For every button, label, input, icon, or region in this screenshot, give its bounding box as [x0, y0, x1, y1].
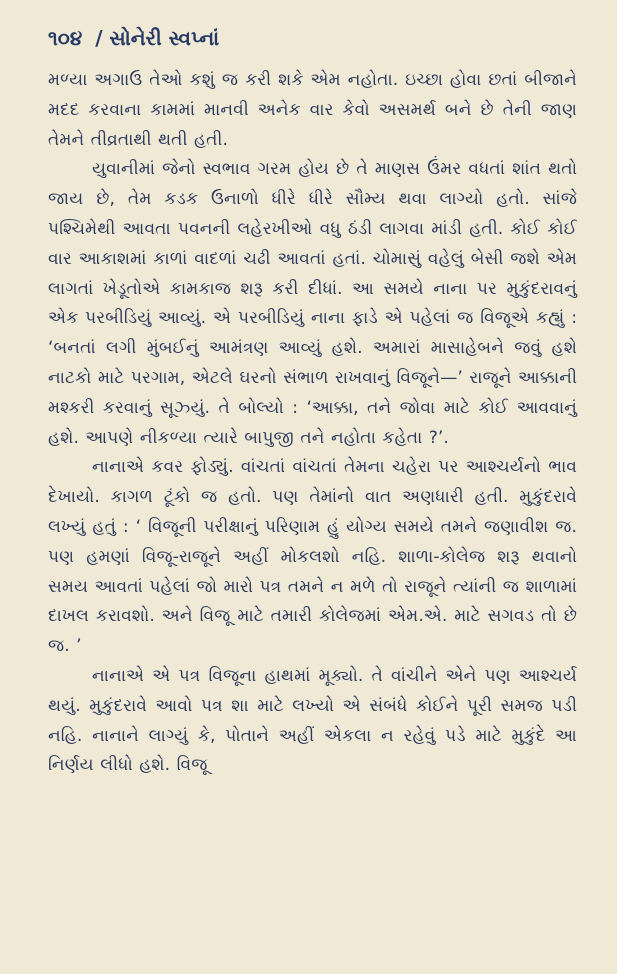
paragraph: યુવાનીમાં જેનો સ્વભાવ ગરમ હોય છે તે માણસ ઉંમર વધતાં શાંત થતો જાય છે, તેમ કડક ઉનાળો ધીરે ધીરે સૌમ્ય થવા લાગ્યો હતો. સાંજે પશ્ચિમેથી આવતા પવનની લહેરખીઓ વધુ ઠંડી લાગવા માંડી હતી. કોઈ કોઈ વાર આકાશમાં કાળાં વાદળાં ચઢી આવતાં હતાં. ચોમાસું વહેલું બેસી જશે એમ લાગતાં ખેડૂતોએ કામકાજ શરૂ કરી દીધાં. આ સમયે નાના પર મુકુંદરાવનું એક પરબીડિયું આવ્યું. એ પરબીડિયું નાના ફાડે એ પહેલાં જ વિજૂએ કહ્યું : ‘બનતાં લગી મુંબઈનું આમંત્રણ આવ્યું હશે. અમારાં માસાહેબને જવું હશે નાટકો માટે પરગામ, એટલે ઘરનો સંભાળ રાખવાનું વિજૂને—’ રાજૂને આક્કાની મશ્કરી કરવાનું સૂઝ્યું. તે બોલ્યો : ‘આક્કા, તને જોવા માટે કોઈ આવવાનું હશે. આપણે નીકળ્યા ત્યારે બાપુજી તને નહોતા કહેતા ?’.: [48, 159, 577, 448]
page-number: ૧૦૪: [48, 26, 83, 50]
book-title: સોનેરી સ્વપ્નાં: [109, 26, 220, 50]
body-text: [48, 66, 577, 781]
running-header: [48, 26, 577, 50]
paragraph: નાનાએ એ પત્ર વિજૂના હાથમાં મૂક્યો. તે વાંચીને એને પણ આશ્ચર્ય થયું. મુકુંદરાવે આવો પત્ર શા માટે લખ્યો એ સંબંધે કોઈને પૂરી સમજ પડી નહિ. નાનાને લાગ્યું કે, પોતાને અહીં એકલા ન રહેવું પડે માટે મુકુંદે આ નિર્ણય લીધો હશે. વિજૂ: [48, 665, 577, 776]
paragraph: મળ્યા અગાઉ તેઓ કશું જ કરી શકે એમ નહોતા. ઇચ્છા હોવા છતાં બીજાને મદદ કરવાના કામમાં માનવી અનેક વાર કેવો અસમર્થ બને છે તેની જાણ તેમને તીવ્રતાથી થતી હતી.: [48, 70, 577, 150]
header-separator: /: [95, 26, 103, 50]
paragraph: નાનાએ કવર ફોડ્યું. વાંચતાં વાંચતાં તેમના ચહેરા પર આશ્ચર્યનો ભાવ દેખાયો. કાગળ ટૂંકો જ હતો. પણ તેમાંનો વાત અણધારી હતી. મુકુંદરાવે લખ્યું હતું : ‘ વિજૂની પરીક્ષાનું પરિણામ હું યોગ્ય સમયે તમને જણાવીશ જ. પણ હમણાં વિજૂ-રાજૂને અહીં મોકલશો નહિ. શાળા-કોલેજ શરૂ થવાનો સમય આવતાં પહેલાં જો મારો પત્ર તમને ન મળે તો રાજૂને ત્યાંની જ શાળામાં દાખલ કરાવશો. અને વિજૂ માટે તમારી કોલેજમાં એમ.એ. માટે સગવડ તો છે જ. ’: [48, 457, 577, 657]
